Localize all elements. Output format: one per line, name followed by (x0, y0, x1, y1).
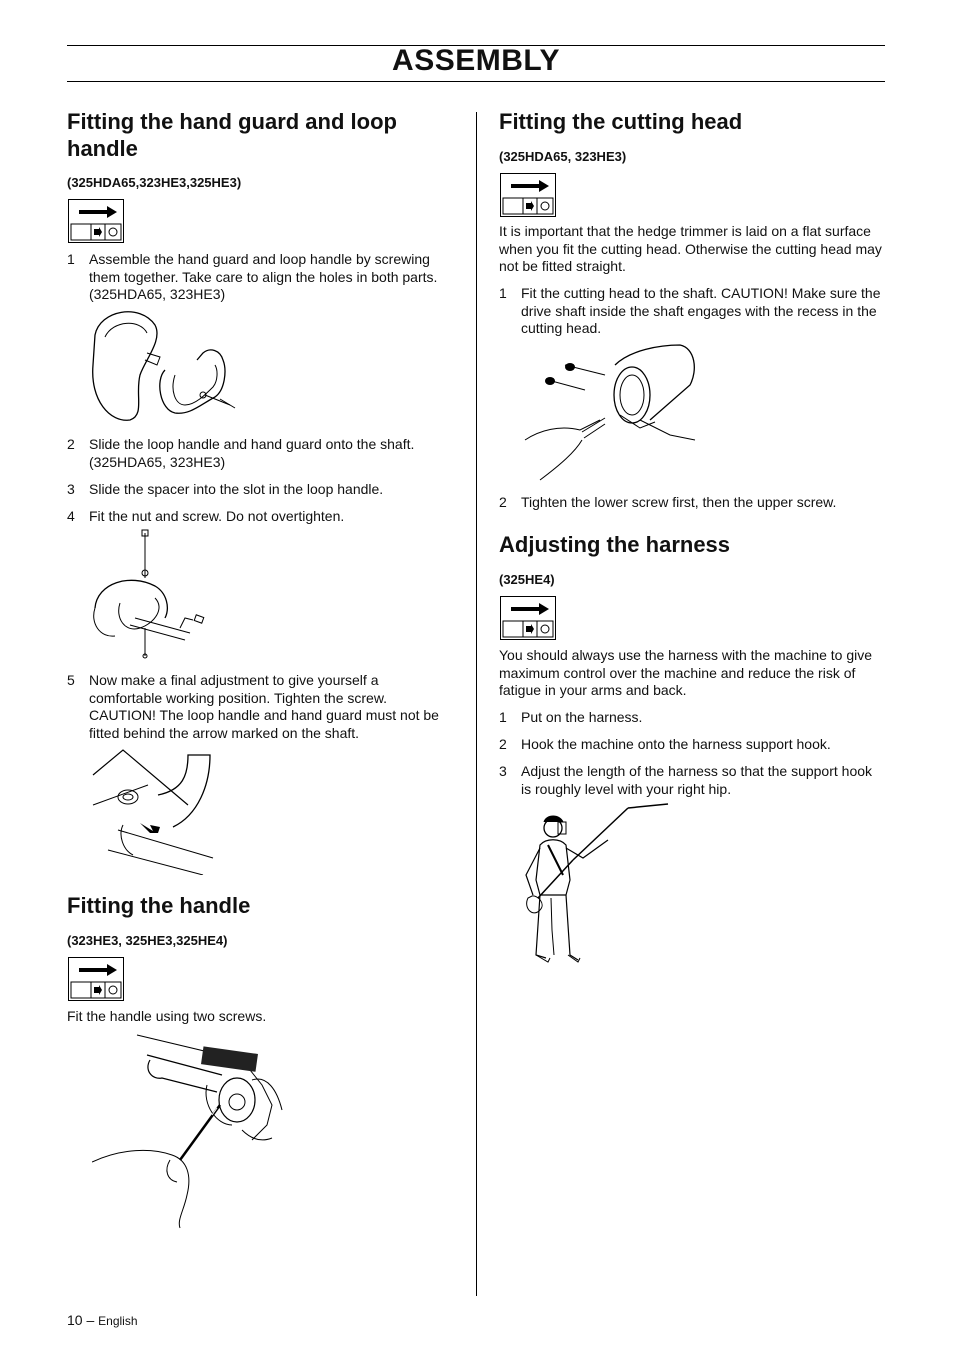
harness-intro: You should always use the harness with the machine to give maximum control over the machine and reduce the risk of fatigue in your arms and back. (499, 647, 873, 698)
model-label: (323HE3, 325HE3,325HE4) (67, 933, 228, 948)
see-instructions-icon (500, 173, 556, 217)
cutting-head-shaft-illustration (520, 340, 700, 485)
section-heading-cutting-head: Fitting the cutting head (499, 109, 743, 134)
page-title: ASSEMBLY (392, 44, 560, 77)
model-label: (325HDA65, 323HE3) (499, 149, 627, 164)
title-underline (67, 81, 885, 82)
fit-handle-text: Fit the handle using two screws. (67, 1008, 267, 1024)
model-label: (325HDA65,323HE3,325HE3) (67, 175, 242, 190)
nut-and-screw-illustration (85, 528, 215, 663)
page-number: 10 – (67, 1312, 95, 1328)
section-heading-hand-guard: Fitting the hand guard and loop handle (67, 109, 397, 161)
see-instructions-icon (500, 596, 556, 640)
column-divider (476, 112, 477, 1296)
cutting-head-intro: It is important that the hedge trimmer is laid on a flat surface when you fit the cutting head. Otherwise the cutting head may not be fitted straight. (499, 223, 882, 274)
hand-guard-loop-handle-illustration (85, 305, 255, 425)
see-instructions-icon (68, 199, 124, 243)
page-footer (67, 1312, 138, 1328)
model-label: (325HE4) (499, 572, 555, 587)
arrow-on-shaft-illustration (88, 745, 218, 875)
see-instructions-icon (68, 957, 124, 1001)
section-heading-fitting-handle: Fitting the handle (67, 893, 251, 918)
language-label: English (98, 1314, 138, 1328)
operator-with-harness-illustration (518, 800, 673, 970)
section-heading-harness: Adjusting the harness (499, 532, 731, 557)
handle-screws-illustration (92, 1030, 297, 1230)
